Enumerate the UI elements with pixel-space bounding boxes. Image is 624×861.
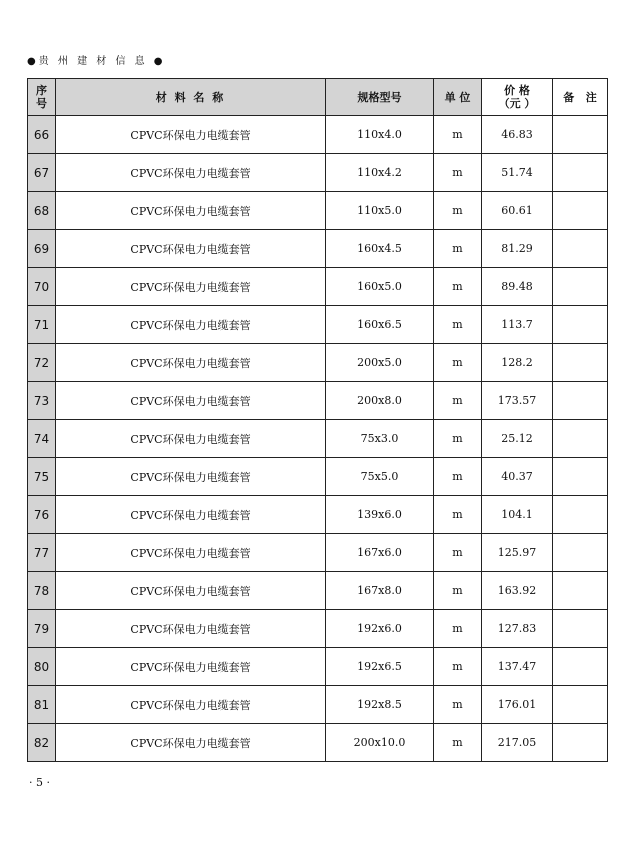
cell-seq: 70 [28, 268, 56, 306]
price-table [27, 78, 608, 762]
cell-remark [553, 268, 608, 306]
table-header-row [28, 79, 608, 116]
cell-unit: m [434, 382, 482, 420]
cell-unit: m [434, 496, 482, 534]
cell-seq: 82 [28, 724, 56, 762]
cell-name: CPVC环保电力电缆套管 [56, 496, 326, 534]
cell-price: 40.37 [482, 458, 553, 496]
cell-spec: 200x10.0 [326, 724, 434, 762]
cell-seq: 77 [28, 534, 56, 572]
table-row [28, 420, 608, 458]
table-body [28, 116, 608, 762]
table-row [28, 458, 608, 496]
cell-remark [553, 534, 608, 572]
cell-unit: m [434, 192, 482, 230]
cell-spec: 160x5.0 [326, 268, 434, 306]
cell-remark [553, 116, 608, 154]
cell-price: 163.92 [482, 572, 553, 610]
cell-remark [553, 382, 608, 420]
cell-unit: m [434, 458, 482, 496]
cell-name: CPVC环保电力电缆套管 [56, 686, 326, 724]
table-row [28, 268, 608, 306]
cell-seq: 78 [28, 572, 56, 610]
cell-spec: 110x4.0 [326, 116, 434, 154]
cell-spec: 167x6.0 [326, 534, 434, 572]
cell-price: 128.2 [482, 344, 553, 382]
cell-spec: 192x6.0 [326, 610, 434, 648]
cell-name: CPVC环保电力电缆套管 [56, 344, 326, 382]
table-row [28, 230, 608, 268]
cell-price: 173.57 [482, 382, 553, 420]
table-row [28, 686, 608, 724]
table-row [28, 610, 608, 648]
cell-price: 89.48 [482, 268, 553, 306]
cell-remark [553, 306, 608, 344]
cell-price: 176.01 [482, 686, 553, 724]
cell-name: CPVC环保电力电缆套管 [56, 458, 326, 496]
col-header-spec [326, 79, 434, 116]
cell-price: 113.7 [482, 306, 553, 344]
cell-price: 137.47 [482, 648, 553, 686]
cell-unit: m [434, 686, 482, 724]
cell-price: 51.74 [482, 154, 553, 192]
cell-name: CPVC环保电力电缆套管 [56, 268, 326, 306]
cell-price: 60.61 [482, 192, 553, 230]
cell-name: CPVC环保电力电缆套管 [56, 648, 326, 686]
cell-unit: m [434, 306, 482, 344]
table-row [28, 724, 608, 762]
cell-remark [553, 572, 608, 610]
table-row [28, 534, 608, 572]
cell-seq: 79 [28, 610, 56, 648]
cell-remark [553, 154, 608, 192]
cell-seq: 81 [28, 686, 56, 724]
cell-price: 104.1 [482, 496, 553, 534]
cell-spec: 160x4.5 [326, 230, 434, 268]
cell-spec: 167x8.0 [326, 572, 434, 610]
page-header-title: ●贵 州 建 材 信 息 ● [27, 56, 166, 67]
col-header-unit-label: 单 位 [444, 90, 471, 104]
cell-name: CPVC环保电力电缆套管 [56, 572, 326, 610]
cell-name: CPVC环保电力电缆套管 [56, 420, 326, 458]
cell-seq: 80 [28, 648, 56, 686]
cell-spec: 192x8.5 [326, 686, 434, 724]
cell-unit: m [434, 116, 482, 154]
table-row [28, 116, 608, 154]
cell-seq: 72 [28, 344, 56, 382]
cell-unit: m [434, 648, 482, 686]
cell-seq: 69 [28, 230, 56, 268]
cell-spec: 192x6.5 [326, 648, 434, 686]
table-row [28, 572, 608, 610]
cell-remark [553, 648, 608, 686]
col-header-name [56, 79, 326, 116]
col-header-seq [28, 79, 56, 116]
cell-spec: 139x6.0 [326, 496, 434, 534]
cell-name: CPVC环保电力电缆套管 [56, 610, 326, 648]
cell-name: CPVC环保电力电缆套管 [56, 382, 326, 420]
cell-name: CPVC环保电力电缆套管 [56, 306, 326, 344]
cell-unit: m [434, 572, 482, 610]
col-header-seq-label: 序 号 [36, 84, 47, 110]
cell-unit: m [434, 154, 482, 192]
cell-spec: 110x5.0 [326, 192, 434, 230]
table-row [28, 306, 608, 344]
cell-remark [553, 458, 608, 496]
cell-seq: 74 [28, 420, 56, 458]
cell-name: CPVC环保电力电缆套管 [56, 154, 326, 192]
col-header-price [482, 79, 553, 116]
cell-spec: 160x6.5 [326, 306, 434, 344]
cell-unit: m [434, 344, 482, 382]
cell-unit: m [434, 420, 482, 458]
table-row [28, 648, 608, 686]
col-header-name-label: 材 料 名 称 [155, 90, 226, 104]
cell-spec: 200x5.0 [326, 344, 434, 382]
cell-remark [553, 724, 608, 762]
col-header-remark-label: 备 注 [563, 90, 597, 104]
cell-unit: m [434, 610, 482, 648]
table-row [28, 496, 608, 534]
cell-remark [553, 230, 608, 268]
cell-price: 46.83 [482, 116, 553, 154]
cell-unit: m [434, 534, 482, 572]
cell-spec: 75x3.0 [326, 420, 434, 458]
cell-unit: m [434, 268, 482, 306]
cell-remark [553, 686, 608, 724]
cell-unit: m [434, 724, 482, 762]
cell-name: CPVC环保电力电缆套管 [56, 724, 326, 762]
cell-spec: 110x4.2 [326, 154, 434, 192]
cell-spec: 75x5.0 [326, 458, 434, 496]
cell-seq: 71 [28, 306, 56, 344]
cell-remark [553, 610, 608, 648]
cell-seq: 68 [28, 192, 56, 230]
cell-unit: m [434, 230, 482, 268]
cell-name: CPVC环保电力电缆套管 [56, 534, 326, 572]
cell-seq: 66 [28, 116, 56, 154]
cell-remark [553, 344, 608, 382]
cell-remark [553, 420, 608, 458]
cell-name: CPVC环保电力电缆套管 [56, 192, 326, 230]
cell-seq: 75 [28, 458, 56, 496]
col-header-unit [434, 79, 482, 116]
cell-name: CPVC环保电力电缆套管 [56, 230, 326, 268]
cell-remark [553, 496, 608, 534]
cell-price: 81.29 [482, 230, 553, 268]
cell-seq: 76 [28, 496, 56, 534]
cell-seq: 73 [28, 382, 56, 420]
cell-spec: 200x8.0 [326, 382, 434, 420]
table-row [28, 344, 608, 382]
col-header-spec-label: 规格型号 [357, 90, 402, 104]
cell-seq: 67 [28, 154, 56, 192]
table-row [28, 192, 608, 230]
table-row [28, 382, 608, 420]
col-header-remark [553, 79, 608, 116]
cell-price: 25.12 [482, 420, 553, 458]
cell-price: 125.97 [482, 534, 553, 572]
table-row [28, 154, 608, 192]
cell-price: 217.05 [482, 724, 553, 762]
col-header-price-label: 价 格 （元 ） [498, 84, 536, 110]
cell-price: 127.83 [482, 610, 553, 648]
page-number: · 5 · [29, 776, 50, 789]
cell-name: CPVC环保电力电缆套管 [56, 116, 326, 154]
cell-remark [553, 192, 608, 230]
